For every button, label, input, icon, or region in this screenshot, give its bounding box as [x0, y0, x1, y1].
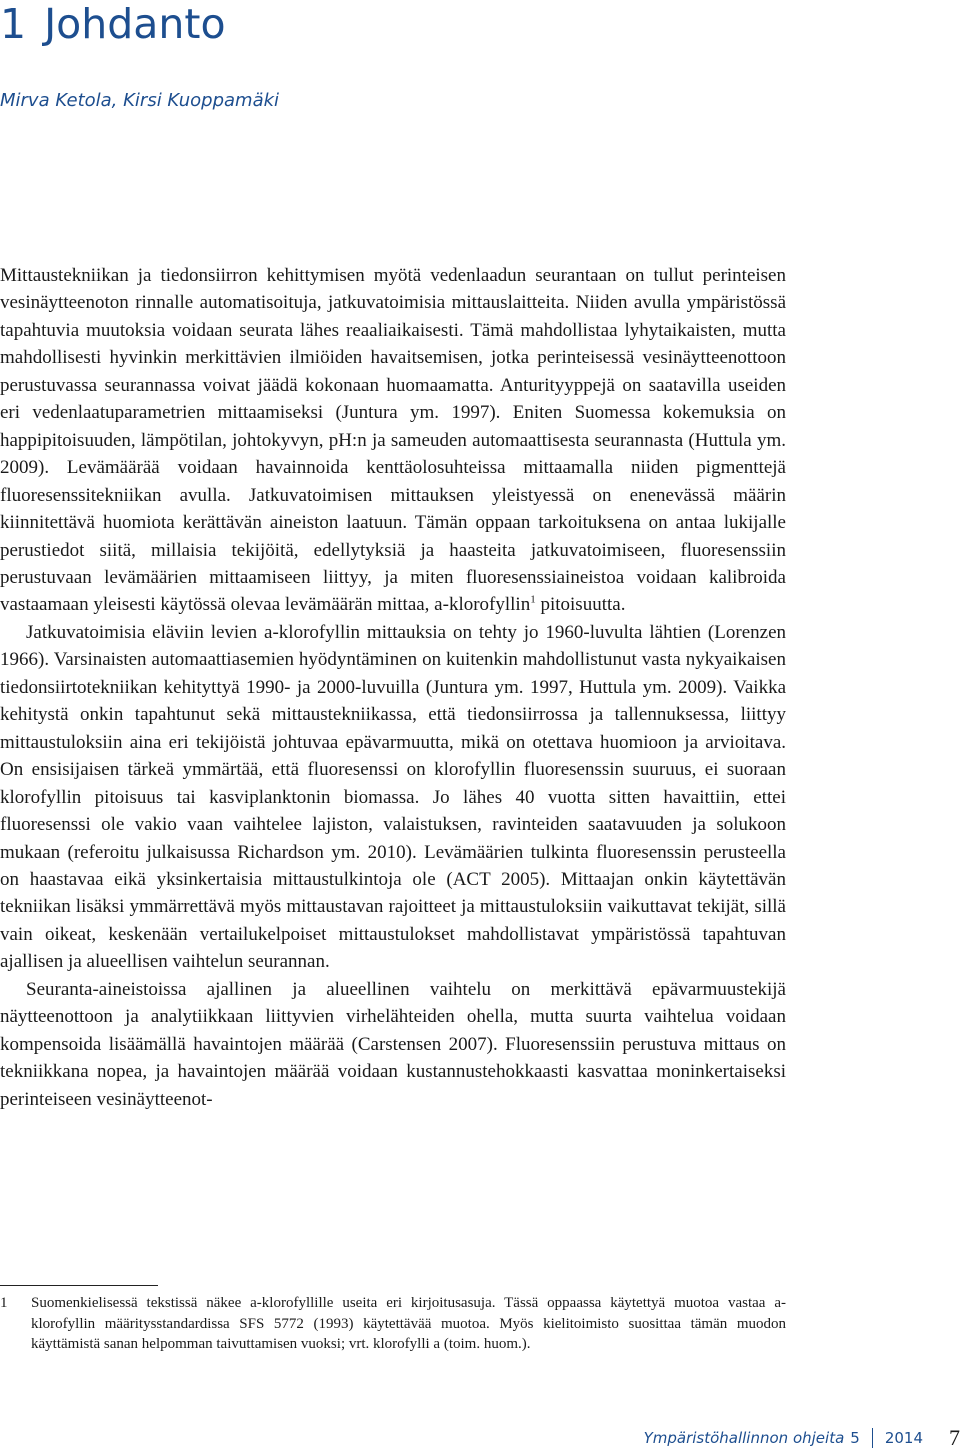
footer-divider [872, 1428, 873, 1448]
footnote-text: Suomenkielisessä tekstissä näkee a-klorofyllille useita eri kirjoitusasuja. Tässä oppaassa käytettyä muotoa vastaa a-klorofyllin määritysstandardissa SFS 5772 (1993) käytettävää muotoa. Myös kielitoimisto suosittaa tämän muodon käyttämistä sanan helpomman taivuttamisen vuoksi; vrt. klorofylli a (toim. huom.). [31, 1295, 786, 1352]
chapter-heading [0, 0, 226, 48]
footnote-number: 1 [0, 1295, 8, 1311]
chapter-number: 1 [0, 0, 27, 48]
footnote-reference[interactable]: 1 [530, 594, 536, 607]
page-number: 7 [949, 1425, 960, 1450]
chapter-authors: Mirva Ketola, Kirsi Kuoppamäki [0, 90, 280, 111]
publication-year: 2014 [884, 1429, 923, 1447]
body-text [0, 262, 786, 1113]
footnote-separator [0, 1285, 158, 1286]
paragraph-2: Jatkuvatoimisia eläviin levien a-klorofyllin mittauksia on tehty jo 1960-luvulta lähtien (Lorenzen 1966). Varsinaisten automaattiasemien hyödyntäminen on kuitenkin mahdollistunut vasta nykyaikaisen tiedonsiirtotekniikan kehityttyä 1990- ja 2000-luvuilla (Juntura ym. 1997, Huttula ym. 2009). Vaikka kehitystä onkin tapahtunut sekä mittaustekniikassa, että tiedonsiirrossa ja tallennuksessa, liittyy mittaustuloksiin aina eri tekijöistä johtuvaa epävarmuutta, mikä on otettava huomioon ja arvioitava. On ensisijaisen tärkeä ymmärtää, että fluoresenssi on klorofyllin fluoresenssin suuruus, ei suoraan klorofyllin pitoisuus tai kasviplanktonin biomassa. Jo lähes 40 vuotta sitten havaittiin, ettei fluoresenssi ole vakio vaan vaihtelee lajiston, valaistuksen, ravinteiden saatavuuden ja solukoon mukaan (referoitu julkaisussa Richardson ym. 2010). Levämäärien tulkinta fluoresenssin perusteella on haastavaa eikä yksinkertaisia mittaustulkintoja ole (ACT 2005). Mittaajan onkin käytettävän tekniikan lisäksi ymmärrettävä myös mittaustavan rajoitteet ja mittaustuloksiin vaikuttavat tekijät, sillä vain oikeat, keskenään vertailukelpoiset mittaustulokset mahdollistavat ympäristössä tapahtuvan ajallisen ja alueellisen vaihtelun seurannan. [0, 621, 786, 973]
publication-series: Ympäristöhallinnon ohjeita [643, 1429, 845, 1447]
chapter-title: Johdanto [44, 0, 226, 48]
issue-number: 5 [850, 1429, 860, 1447]
paragraph-1 [0, 262, 786, 619]
footnote [0, 1293, 786, 1355]
running-footer [644, 1420, 960, 1456]
paragraph-3: Seuranta-aineistoissa ajallinen ja alueellinen vaihtelu on merkittävä epävarmuustekijä näytteenottoon ja analytiikkaan liittyvien virhelähteiden ohella, mutta suurta vaihtelua voidaan kompensoida lisäämällä havaintojen määrää (Carstensen 2007). Fluoresenssiin perustuva mittaus on tekniikkana nopea, ja havaintojen määrää voidaan kustannustehokkaasti kasvattaa moninkertaiseksi perinteiseen vesinäytteenot- [0, 978, 786, 1110]
paragraph-1-text: Mittaustekniikan ja tiedonsiirron kehittymisen myötä vedenlaadun seurantaan on tullut perinteisen vesinäytteenoton rinnalle automatisoituja, jatkuvatoimisia mittauslaitteita. Niiden avulla ympäristössä tapahtuvia muutoksia voidaan seurata lähes reaaliaikaisesti. Tämä mahdollistaa lyhytaikaisten, mutta mahdollisesti hyvinkin merkittävien ilmiöiden havaitsemisen, jotka perinteisessä vesinäytteenottoon perustuvassa seurannassa voivat jäädä kokonaan huomaamatta. Anturityyppejä on saatavilla useiden eri vedenlaatuparametrien mittaamiseksi (Juntura ym. 1997). Eniten Suomessa kokemuksia on happipitoisuuden, lämpötilan, johtokyvyn, pH:n ja sameuden automaattisesta seurannasta (Huttula ym. 2009). Levämäärää voidaan havainnoida kenttäolosuhteissa mittaamalla niiden pigmenttejä fluoresenssitekniikan avulla. Jatkuvatoimisen mittauksen yleistyessä on enenevässä määrin kiinnitettävä huomiota kerättävän aineiston laatuun. Tämän oppaan tarkoituksena on antaa lukijalle perustiedot siitä, millaisia tekijöitä, edellytyksiä ja haasteita jatkuvatoimiseen, fluoresenssiin perustuvaan levämäärien mittaamiseen liittyy, ja miten fluoresenssiaineistoa voidaan kalibroida vastaamaan yleisesti käytössä olevaa levämäärän mittaa, a-klorofyllin [0, 265, 786, 616]
paragraph-1-end: pitoisuutta. [535, 594, 626, 616]
